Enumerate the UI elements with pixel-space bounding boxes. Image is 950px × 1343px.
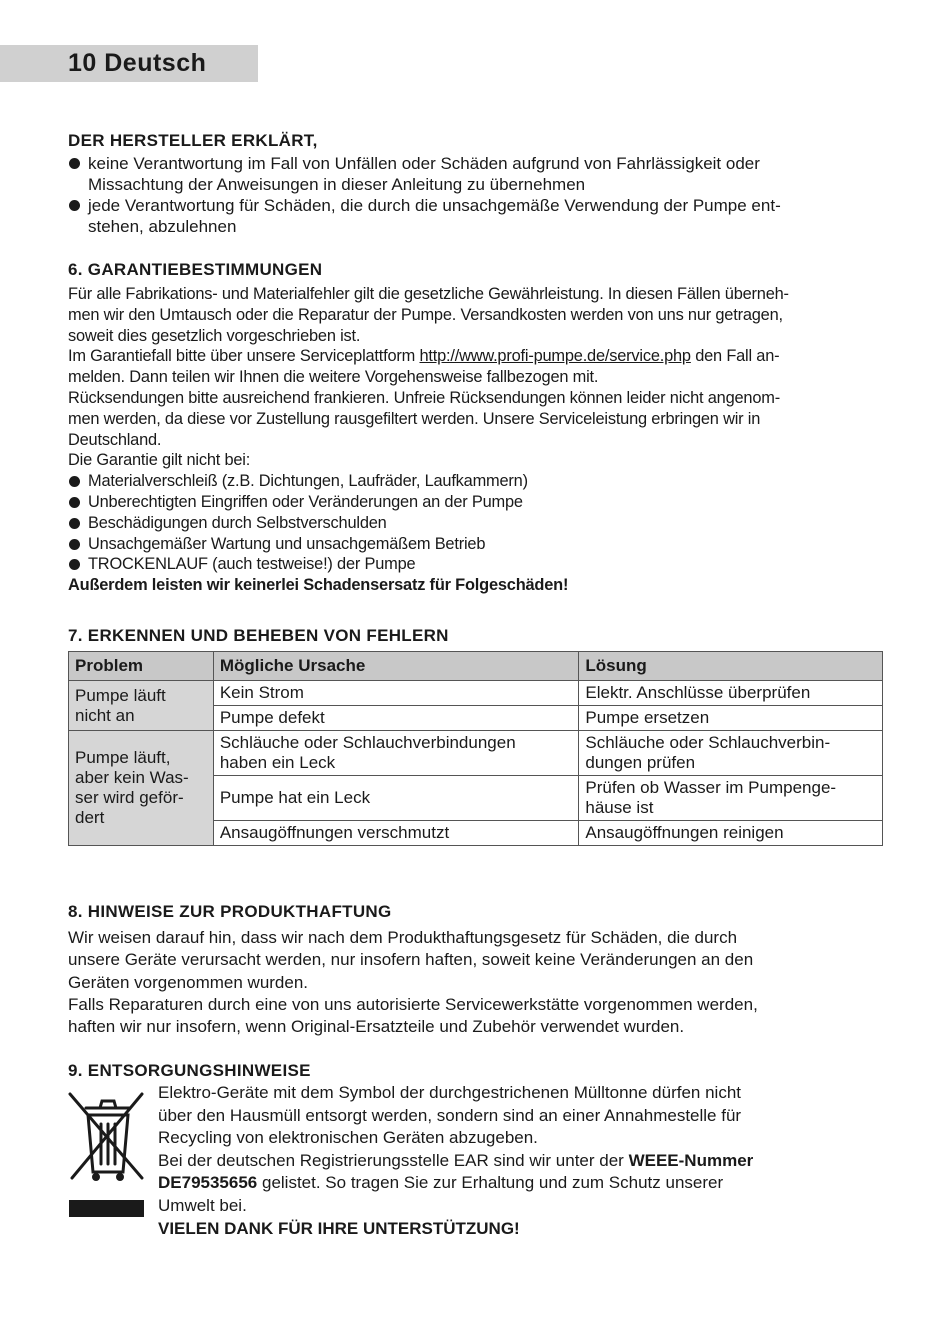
cause-cell: Schläuche oder Schlauchverbindungen haben ein Leck	[213, 731, 579, 776]
solution-cell: Schläuche oder Schlauchverbin- dungen prüfen	[579, 731, 883, 776]
solution-cell: Prüfen ob Wasser im Pumpenge- häuse ist	[579, 776, 883, 821]
table-row	[69, 681, 883, 706]
troubleshooting-heading: 7. ERKENNEN UND BEHEBEN VON FEHLERN	[68, 626, 449, 645]
table-header-row	[69, 652, 883, 681]
problem-cell: Pumpe läuft, aber kein Was- ser wird geför- dert	[69, 731, 214, 846]
solution-cell: Ansaugöffnungen reinigen	[579, 821, 883, 846]
disposal-heading-wrap	[68, 1061, 883, 1081]
cause-cell: Pumpe hat ein Leck	[213, 776, 579, 821]
list-item: Beschädigungen durch Selbstverschulden	[68, 513, 883, 534]
table-row	[69, 731, 883, 776]
troubleshooting-table	[68, 651, 883, 846]
disposal-section	[158, 1082, 883, 1240]
liability-section	[68, 902, 883, 1038]
page-title: 10 Deutsch	[68, 49, 207, 77]
warranty-closing: Außerdem leisten wir keinerlei Schadensersatz für Folgeschäden!	[68, 576, 569, 595]
list-item: Materialverschleiß (z.B. Dichtungen, Laufräder, Laufkammern)	[68, 471, 883, 492]
solution-cell: Elektr. Anschlüsse überprüfen	[579, 681, 883, 706]
column-header: Mögliche Ursache	[213, 652, 579, 681]
service-link[interactable]: http://www.profi-pumpe.de/service.php	[419, 347, 691, 366]
cause-cell: Ansaugöffnungen verschmutzt	[213, 821, 579, 846]
list-item: jede Verantwortung für Schäden, die durch die unsachgemäße Verwendung der Pumpe ent- stehen, abzulehnen	[68, 195, 883, 237]
troubleshooting-heading-wrap	[68, 626, 883, 646]
list-item: TROCKENLAUF (auch testweise!) der Pumpe	[68, 554, 883, 575]
list-item: keine Verantwortung im Fall von Unfällen oder Schäden aufgrund von Fahrlässigkeit oder Missachtung der Anweisungen in dieser Anleitung zu übernehmen	[68, 153, 883, 195]
warranty-heading: 6. GARANTIEBESTIMMUNGEN	[68, 260, 323, 279]
cause-cell: Pumpe defekt	[213, 706, 579, 731]
list-item: Unsachgemäßer Wartung und unsachgemäßem Betrieb	[68, 534, 883, 555]
cause-cell: Kein Strom	[213, 681, 579, 706]
liability-text: Wir weisen darauf hin, dass wir nach dem Produkthaftungsgesetz für Schäden, die durch unsere Geräte verursacht werden, nur insofern haften, soweit keine Veränderungen an den Geräten vorgenommen wurden. Falls Reparaturen durch eine von uns autorisierte Servicewerkstätte vorgenommen werden, haften wir nur insofern, wenn Original-Ersatzteile und Zubehör verwendet wurden.	[68, 928, 758, 1037]
column-header: Lösung	[579, 652, 883, 681]
manufacturer-heading: DER HERSTELLER ERKLÄRT,	[68, 131, 318, 150]
liability-heading: 8. HINWEISE ZUR PRODUKTHAFTUNG	[68, 902, 392, 921]
list-item: Unberechtigten Eingriffen oder Veränderungen an der Pumpe	[68, 492, 883, 513]
disposal-text: Elektro-Geräte mit dem Symbol der durchgestrichenen Mülltonne dürfen nicht über den Hausmüll entsorgt werden, sondern sind an einer Annahmestelle für Recycling von elektronischen Geräten abzugeben. Bei der deutschen Registrierungsstelle EAR sind wir unter der WEEE-Nummer DE79535656 gelistet. So tragen Sie zur Erhaltung und zum Schutz unserer Umwelt bei. VIELEN DANK FÜR IHRE UNTERSTÜTZUNG!	[158, 1083, 754, 1238]
column-header: Problem	[69, 652, 214, 681]
problem-cell: Pumpe läuft nicht an	[69, 681, 214, 731]
warranty-section	[68, 260, 883, 596]
manufacturer-section	[68, 131, 883, 237]
crossed-out-wheelie-bin-icon	[68, 1088, 148, 1220]
warranty-text: Für alle Fabrikations- und Materialfehler gilt die gesetzliche Gewährleistung. In diesen Fällen überneh- men wir den Umtausch oder die Reparatur der Pumpe. Versandkosten werden von uns nur getragen, soweit dies gesetzlich vorgeschrieben ist. Im Garantiefall bitte über unsere Serviceplattform http://www.profi-pumpe.de/service.php den Fall an- melden. Dann teilen wir Ihnen die weitere Vorgehensweise fallbezogen mit. Rücksendungen bitte ausreichend frankieren. Unfreie Rücksendungen können leider nicht angenom- men werden, da diese vor Zustellung rausgefiltert werden. Unsere Serviceleistung erbringen wir in Deutschland. Die Garantie gilt nicht bei:	[68, 285, 789, 470]
disposal-heading: 9. ENTSORGUNGSHINWEISE	[68, 1061, 311, 1080]
solution-cell: Pumpe ersetzen	[579, 706, 883, 731]
thanks-text: VIELEN DANK FÜR IHRE UNTERSTÜTZUNG!	[158, 1218, 520, 1238]
